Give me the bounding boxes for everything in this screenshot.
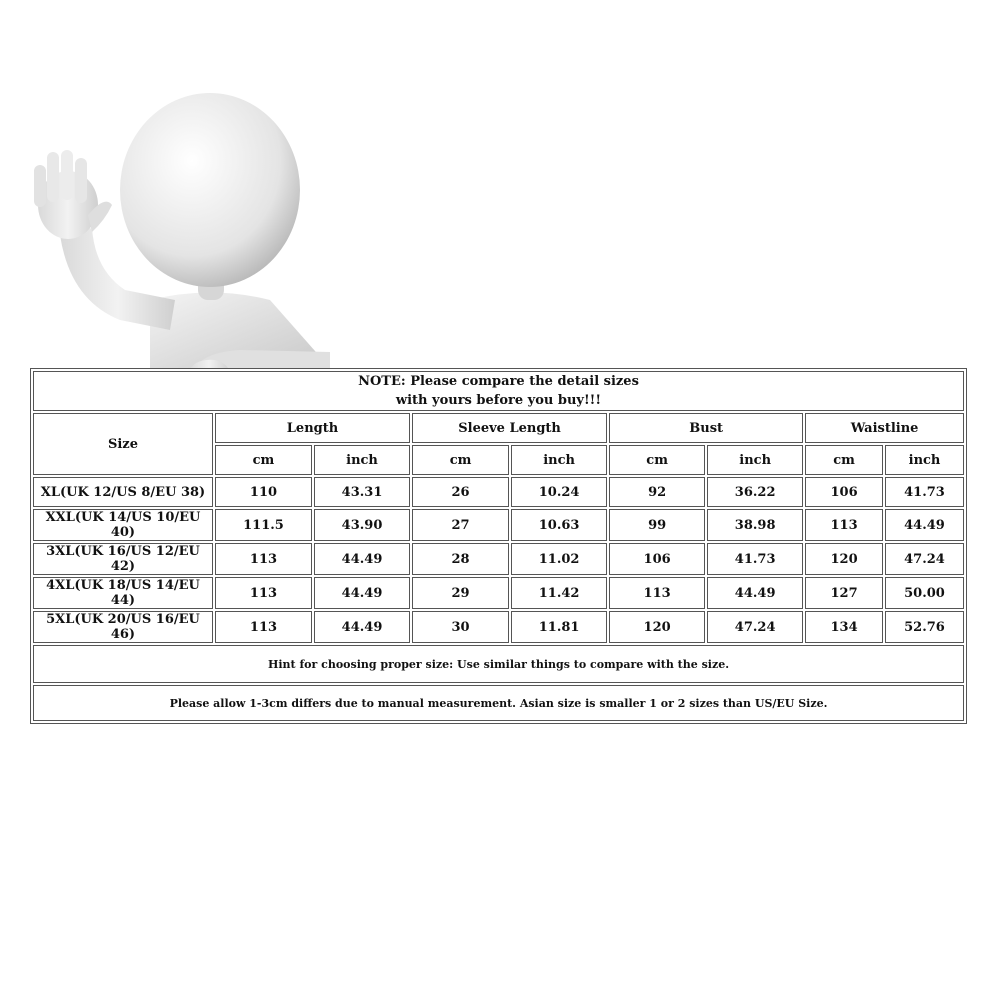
waving-figure-illustration: [0, 0, 400, 420]
table-cell: 10.24: [511, 477, 607, 507]
unit-header: cm: [215, 445, 312, 475]
size-label: 4XL(UK 18/US 14/EU 44): [33, 577, 213, 609]
table-cell: 110: [215, 477, 312, 507]
size-column-header: Size: [33, 413, 213, 475]
table-cell: 30: [412, 611, 509, 643]
unit-header: cm: [609, 445, 705, 475]
table-cell: 43.31: [314, 477, 410, 507]
table-cell: 99: [609, 509, 705, 541]
group-header-waistline: Waistline: [805, 413, 964, 443]
table-cell: 120: [805, 543, 883, 575]
table-cell: 113: [609, 577, 705, 609]
table-cell: 11.02: [511, 543, 607, 575]
unit-header: inch: [707, 445, 803, 475]
table-cell: 44.49: [314, 543, 410, 575]
size-hint-text: Hint for choosing proper size: Use similar things to compare with the size.: [33, 645, 964, 683]
unit-header: cm: [805, 445, 883, 475]
unit-header: cm: [412, 445, 509, 475]
table-row: [33, 577, 964, 609]
table-cell: 113: [215, 611, 312, 643]
table-cell: 41.73: [707, 543, 803, 575]
table-cell: 11.81: [511, 611, 607, 643]
table-cell: 50.00: [885, 577, 964, 609]
figure-hand: [34, 150, 112, 239]
table-cell: 113: [215, 543, 312, 575]
table-cell: 134: [805, 611, 883, 643]
table-cell: 44.49: [314, 611, 410, 643]
figure-head: [120, 93, 300, 287]
table-row: [33, 543, 964, 575]
table-cell: 29: [412, 577, 509, 609]
table-row: [33, 477, 964, 507]
unit-header: inch: [511, 445, 607, 475]
table-cell: 47.24: [707, 611, 803, 643]
table-cell: 106: [609, 543, 705, 575]
table-cell: 10.63: [511, 509, 607, 541]
size-label: 5XL(UK 20/US 16/EU 46): [33, 611, 213, 643]
table-cell: 41.73: [885, 477, 964, 507]
unit-header: inch: [885, 445, 964, 475]
group-header-length: Length: [215, 413, 410, 443]
table-row: [33, 611, 964, 643]
table-cell: 120: [609, 611, 705, 643]
table-cell: 36.22: [707, 477, 803, 507]
table-cell: 43.90: [314, 509, 410, 541]
table-cell: 44.49: [314, 577, 410, 609]
table-cell: 38.98: [707, 509, 803, 541]
table-cell: 27: [412, 509, 509, 541]
size-chart-table: [30, 368, 967, 724]
table-cell: 52.76: [885, 611, 964, 643]
table-cell: 47.24: [885, 543, 964, 575]
table-cell: 44.49: [885, 509, 964, 541]
note-line-1: NOTE: Please compare the detail sizes: [358, 374, 639, 389]
table-row: [33, 509, 964, 541]
unit-header: inch: [314, 445, 410, 475]
group-header-sleeve-length: Sleeve Length: [412, 413, 607, 443]
table-cell: 111.5: [215, 509, 312, 541]
table-cell: 92: [609, 477, 705, 507]
size-label: XL(UK 12/US 8/EU 38): [33, 477, 213, 507]
table-cell: 11.42: [511, 577, 607, 609]
table-cell: 113: [805, 509, 883, 541]
table-cell: 113: [215, 577, 312, 609]
note-line-2: with yours before you buy!!!: [395, 393, 602, 408]
table-cell: 44.49: [707, 577, 803, 609]
table-cell: 26: [412, 477, 509, 507]
table-cell: 28: [412, 543, 509, 575]
group-header-bust: Bust: [609, 413, 803, 443]
table-cell: 127: [805, 577, 883, 609]
size-label: 3XL(UK 16/US 12/EU 42): [33, 543, 213, 575]
table-cell: 106: [805, 477, 883, 507]
note-header: [33, 371, 964, 411]
size-label: XXL(UK 14/US 10/EU 40): [33, 509, 213, 541]
measurement-allowance-text: Please allow 1-3cm differs due to manual measurement. Asian size is smaller 1 or 2 sizes than US/EU Size.: [33, 685, 964, 721]
